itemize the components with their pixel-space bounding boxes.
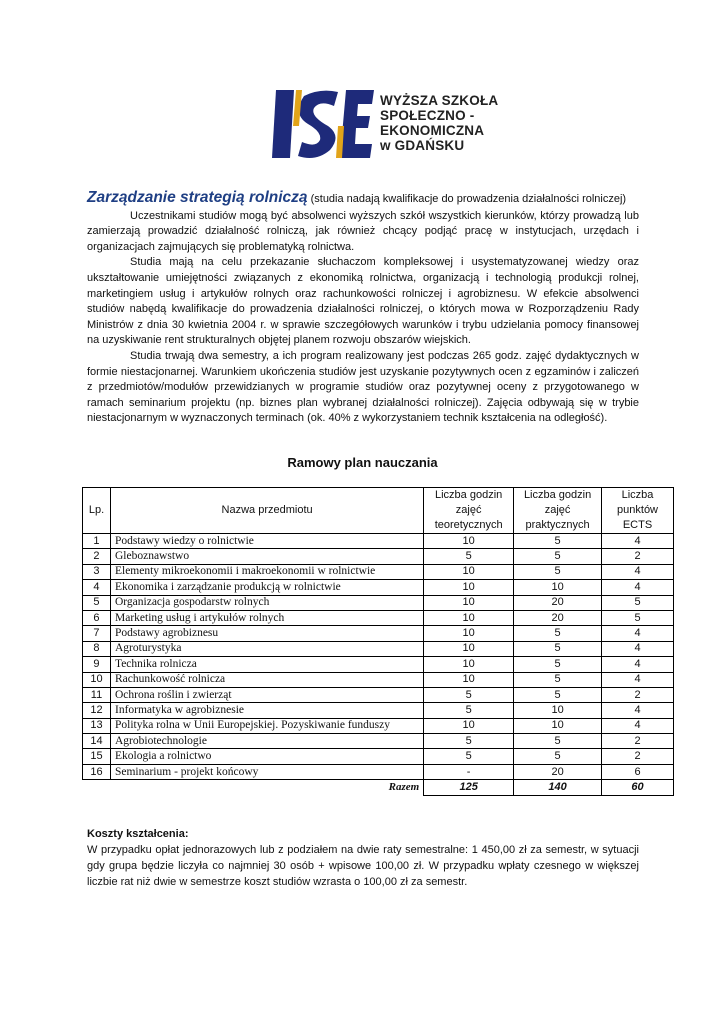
cell-lp: 7 — [83, 626, 111, 641]
cell-ects: 4 — [602, 703, 674, 718]
cell-practice: 5 — [514, 687, 602, 702]
cell-lp: 6 — [83, 610, 111, 625]
cell-lp: 9 — [83, 657, 111, 672]
paragraph-duration: Studia trwają dwa semestry, a ich program realizowany jest podczas 265 godz. zajęć dydaktycznych w formie niestacjonarnej. Warunkiem ukończenia studiów jest uzyskanie pozytywnych ocen z egzaminów i zaliczeń z przedmiotów/modułów przewidzianych w programie studiów oraz pozytywnej oceny z przygotowanego w ramach seminarium projektu (np. biznes plan wybranej działalności rolniczej). Zajęcia odbywają się w trybie niestacjonarnym w wyznaczonych terminach (ok. 40% z wykorzystaniem technik kształcenia na odległość). — [87, 349, 639, 425]
cell-lp: 15 — [83, 749, 111, 764]
cell-theory: 5 — [424, 687, 514, 702]
table-total-row — [83, 780, 674, 795]
table-row — [83, 764, 674, 779]
cell-ects: 4 — [602, 564, 674, 579]
cell-name: Elementy mikroekonomii i makroekonomii w rolnictwie — [110, 564, 423, 579]
cell-practice: 5 — [514, 564, 602, 579]
header-theory: Liczba godzin zajęć teoretycznych — [424, 488, 514, 534]
title-line — [87, 190, 639, 208]
total-ects: 60 — [602, 780, 674, 795]
title-note: (studia nadają kwalifikacje do prowadzenia działalności rolniczej) — [310, 193, 627, 205]
cell-theory: 5 — [424, 549, 514, 564]
header-practice: Liczba godzin zajęć praktycznych — [514, 488, 602, 534]
cell-theory: 5 — [424, 734, 514, 749]
cell-theory: 10 — [424, 534, 514, 549]
cell-lp: 8 — [83, 641, 111, 656]
page-title: Zarządzanie strategią rolniczą — [87, 189, 308, 206]
cell-ects: 4 — [602, 534, 674, 549]
cell-theory: - — [424, 764, 514, 779]
table-row — [83, 580, 674, 595]
cell-ects: 6 — [602, 764, 674, 779]
cell-theory: 10 — [424, 564, 514, 579]
cell-name: Ochrona roślin i zwierząt — [110, 687, 423, 702]
cell-ects: 4 — [602, 657, 674, 672]
header-ects: Liczba punktów ECTS — [602, 488, 674, 534]
cell-name: Polityka rolna w Unii Europejskiej. Pozyskiwanie funduszy — [110, 718, 423, 733]
cell-practice: 20 — [514, 610, 602, 625]
table-row — [83, 534, 674, 549]
table-row — [83, 703, 674, 718]
cell-name: Gleboznawstwo — [110, 549, 423, 564]
table-row — [83, 718, 674, 733]
table-row — [83, 734, 674, 749]
cell-practice: 5 — [514, 626, 602, 641]
table-row — [83, 610, 674, 625]
total-practice: 140 — [514, 780, 602, 795]
school-logo — [268, 86, 508, 162]
table-row — [83, 687, 674, 702]
cell-theory: 10 — [424, 718, 514, 733]
table-row — [83, 564, 674, 579]
cell-name: Podstawy wiedzy o rolnictwie — [110, 534, 423, 549]
cell-practice: 5 — [514, 672, 602, 687]
header-name: Nazwa przedmiotu — [110, 488, 423, 534]
cell-ects: 4 — [602, 626, 674, 641]
cell-ects: 2 — [602, 549, 674, 564]
cell-practice: 5 — [514, 641, 602, 656]
cell-ects: 2 — [602, 734, 674, 749]
costs-section — [87, 826, 639, 890]
cell-practice: 5 — [514, 734, 602, 749]
cell-theory: 10 — [424, 610, 514, 625]
cell-ects: 4 — [602, 718, 674, 733]
plan-title: Ramowy plan nauczania — [287, 455, 438, 470]
cell-theory: 10 — [424, 580, 514, 595]
cell-theory: 10 — [424, 626, 514, 641]
cell-name: Podstawy agrobiznesu — [110, 626, 423, 641]
school-name-line: SPOŁECZNO - — [380, 108, 475, 123]
cell-practice: 10 — [514, 703, 602, 718]
cell-lp: 16 — [83, 764, 111, 779]
header-lp: Lp. — [83, 488, 111, 534]
cell-ects: 4 — [602, 672, 674, 687]
cell-theory: 10 — [424, 672, 514, 687]
cell-lp: 12 — [83, 703, 111, 718]
table-row — [83, 626, 674, 641]
table-row — [83, 657, 674, 672]
school-name-line: w GDAŃSKU — [380, 138, 465, 153]
total-label: Razem — [388, 781, 420, 794]
cell-practice: 20 — [514, 764, 602, 779]
cell-ects: 4 — [602, 580, 674, 595]
cell-theory: 5 — [424, 749, 514, 764]
table-row — [83, 672, 674, 687]
cell-lp: 13 — [83, 718, 111, 733]
school-name-line: WYŻSZA SZKOŁA — [380, 93, 499, 108]
cell-practice: 5 — [514, 549, 602, 564]
cell-name: Marketing usług i artykułów rolnych — [110, 610, 423, 625]
curriculum-table — [82, 487, 674, 796]
cell-name: Ekologia a rolnictwo — [110, 749, 423, 764]
cell-ects: 2 — [602, 687, 674, 702]
cell-lp: 1 — [83, 534, 111, 549]
table-row — [83, 549, 674, 564]
table-header-row — [83, 488, 674, 534]
cell-lp: 2 — [83, 549, 111, 564]
cell-ects: 2 — [602, 749, 674, 764]
cell-name: Seminarium - projekt końcowy — [110, 764, 423, 779]
paragraph-goals: Studia mają na celu przekazanie słuchaczom kompleksowej i usystematyzowanej wiedzy oraz ukształtowanie umiejętności związanych z ekonomiką rolnictwa, organizacją i technologią produkcji rolnej, marketingiem usług i artykułów rolnych oraz rachunkowości rolniczej i agrobiznesu. W efekcie absolwenci studiów nabędą kwalifikacje do prowadzenia działalności rolniczej, o których mowa w Rozporządzeniu Rady Ministrów z dnia 30 kwietnia 2004 r. w sprawie szczegółowych warunków i trybu udzielania pomocy finansowej na uzyskiwanie rent strukturalnych objętej planem rozwoju obszarów wiejskich. — [87, 256, 639, 347]
table-row — [83, 595, 674, 610]
cell-lp: 11 — [83, 687, 111, 702]
total-theory: 125 — [424, 780, 514, 795]
cell-name: Rachunkowość rolnicza — [110, 672, 423, 687]
cell-lp: 5 — [83, 595, 111, 610]
cell-practice: 10 — [514, 718, 602, 733]
cell-theory: 5 — [424, 703, 514, 718]
cell-ects: 5 — [602, 610, 674, 625]
cell-lp: 10 — [83, 672, 111, 687]
cell-practice: 10 — [514, 580, 602, 595]
table-row — [83, 641, 674, 656]
costs-text: W przypadku opłat jednorazowych lub z podziałem na dwie raty semestralne: 1 450,00 zł za semestr, w sytuacji gdy grupa będzie liczyła co najmniej 30 osób + wpisowe 100,00 zł. W przypadku wpłaty czesnego w większej liczbie rat niż dwie w semestrze koszt studiów wzrasta o 100,00 zł za semestr. — [87, 844, 639, 888]
school-name-line: EKONOMICZNA — [380, 123, 485, 138]
cell-lp: 4 — [83, 580, 111, 595]
cell-name: Informatyka w agrobiznesie — [110, 703, 423, 718]
school-name — [380, 93, 498, 153]
cell-ects: 4 — [602, 641, 674, 656]
costs-heading: Koszty kształcenia: — [87, 828, 189, 840]
cell-name: Ekonomika i zarządzanie produkcją w rolnictwie — [110, 580, 423, 595]
cell-lp: 3 — [83, 564, 111, 579]
cell-ects: 5 — [602, 595, 674, 610]
program-description — [87, 190, 639, 427]
cell-name: Technika rolnicza — [110, 657, 423, 672]
cell-practice: 20 — [514, 595, 602, 610]
cell-practice: 5 — [514, 534, 602, 549]
cell-name: Organizacja gospodarstw rolnych — [110, 595, 423, 610]
cell-practice: 5 — [514, 657, 602, 672]
cell-name: Agrobiotechnologie — [110, 734, 423, 749]
cell-theory: 10 — [424, 595, 514, 610]
school-logo-mark — [268, 86, 378, 162]
cell-theory: 10 — [424, 657, 514, 672]
cell-lp: 14 — [83, 734, 111, 749]
table-row — [83, 749, 674, 764]
cell-theory: 10 — [424, 641, 514, 656]
cell-practice: 5 — [514, 749, 602, 764]
paragraph-participants: Uczestnikami studiów mogą być absolwenci wyższych szkół wszystkich kierunków, którzy prowadzą lub zamierzają prowadzić działalność rolniczą, jak również chcący podjąć pracę w instytucjach, urzędach i organizacjach zajmujących się problematyką rolnictwa. — [87, 209, 639, 253]
cell-name: Agroturystyka — [110, 641, 423, 656]
